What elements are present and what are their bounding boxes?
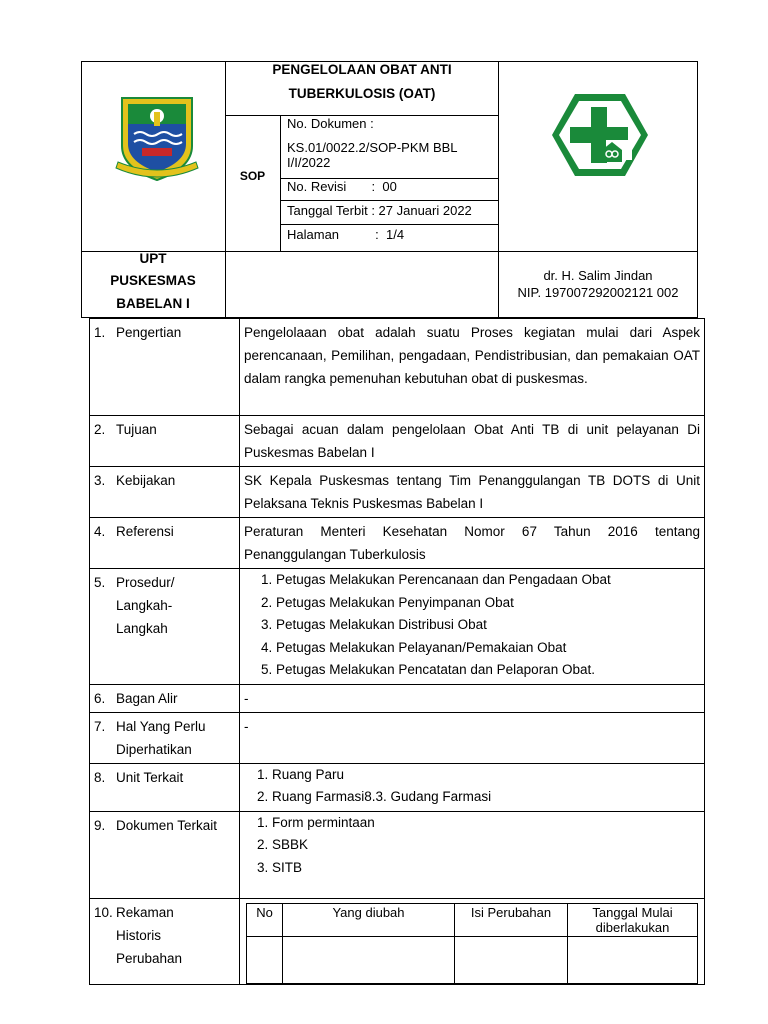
section-label: Hal Yang Perlu xyxy=(116,718,206,734)
tanggal-terbit: Tanggal Terbit : 27 Januari 2022 xyxy=(287,203,472,218)
document-item: 3. SITB xyxy=(272,857,700,880)
column-header: Yang diubah xyxy=(283,903,455,936)
section-label: Referensi xyxy=(116,524,174,539)
section-label: Diperhatikan xyxy=(116,741,192,757)
document-item: 2. SBBK xyxy=(272,834,700,857)
section-label: Bagan Alir xyxy=(116,690,178,706)
sop-body-table xyxy=(89,318,705,985)
section-content: Peraturan Menteri Kesehatan Nomor 67 Tahun 2016 tentang Penanggulangan Tuberkulosis xyxy=(240,518,705,569)
halaman: Halaman : 1/4 xyxy=(287,227,405,242)
section-label: Langkah- xyxy=(116,598,173,613)
section-number: 1. xyxy=(94,325,106,340)
revision-row xyxy=(247,936,698,983)
unit-item: 1. Ruang Paru xyxy=(272,764,700,787)
unit-list xyxy=(244,764,700,809)
section-number: 10. xyxy=(94,904,113,920)
section-label: Dokumen Terkait xyxy=(116,817,218,833)
section-label: Prosedur/ xyxy=(116,575,175,590)
document-title-line1: PENGELOLAAN OBAT ANTI xyxy=(272,62,452,77)
unit-item: 2. Ruang Farmasi8.3. Gudang Farmasi xyxy=(272,786,700,809)
section-label: Kebijakan xyxy=(116,473,176,488)
org-name-line1: UPT xyxy=(139,251,167,266)
sop-label: SOP xyxy=(239,169,266,183)
section-number: 3. xyxy=(94,473,106,488)
revision-header-row xyxy=(247,903,698,936)
section-number: 8. xyxy=(94,769,106,785)
no-dokumen-label: No. Dokumen : xyxy=(287,116,374,131)
revision-cell xyxy=(283,936,455,983)
section-label: Rekaman xyxy=(116,904,174,920)
revision-cell xyxy=(568,936,698,983)
signer-nip: NIP. 197007292002121 002 xyxy=(517,285,679,300)
section-kebijakan xyxy=(90,467,705,518)
procedure-step: 1. Petugas Melakukan Perencanaan dan Pengadaan Obat xyxy=(276,569,700,592)
section-bagan-alir xyxy=(90,684,705,712)
header-divider xyxy=(280,224,499,225)
no-revisi: No. Revisi : 00 xyxy=(287,179,397,194)
org-name-line2: PUSKESMAS xyxy=(110,273,196,288)
procedure-step: 4. Petugas Melakukan Pelayanan/Pemakaian Obat xyxy=(276,637,700,660)
column-header: Isi Perubahan xyxy=(455,903,568,936)
section-number: 5. xyxy=(94,575,106,590)
section-label: Tujuan xyxy=(116,422,157,437)
procedure-step: 3. Petugas Melakukan Distribusi Obat xyxy=(276,614,700,637)
section-content: - xyxy=(240,712,705,763)
puskesmas-logo xyxy=(550,92,650,178)
section-label: Perubahan xyxy=(116,950,183,966)
section-rekaman xyxy=(90,898,705,984)
signer-name: dr. H. Salim Jindan xyxy=(543,268,653,283)
section-pengertian xyxy=(90,319,705,416)
no-dokumen-value: KS.01/0022.2/SOP-PKM BBL xyxy=(287,140,458,155)
revision-cell xyxy=(247,936,283,983)
section-number: 4. xyxy=(94,524,106,539)
section-hal-perlu xyxy=(90,712,705,763)
column-header: No xyxy=(247,903,283,936)
section-label: Pengertian xyxy=(116,325,182,340)
section-unit-terkait xyxy=(90,763,705,811)
revision-cell xyxy=(455,936,568,983)
procedure-step: 2. Petugas Melakukan Penyimpanan Obat xyxy=(276,592,700,615)
section-number: 2. xyxy=(94,422,106,437)
section-number: 7. xyxy=(94,718,106,734)
section-number: 9. xyxy=(94,817,106,833)
document-title-line2: TUBERKULOSIS (OAT) xyxy=(288,86,436,101)
section-content: Pengelolaaan obat adalah suatu Proses kegiatan mulai dari Aspek perencanaan, Pemilihan, pengadaan, Pendistribusian, dan pemakaian OAT dalam rangka pemenuhan kebutuhan obat di puskesmas. xyxy=(240,319,705,416)
no-dokumen-value: I/I/2022 xyxy=(287,155,331,170)
header-divider xyxy=(280,115,281,251)
revision-history-table xyxy=(246,903,698,984)
section-label: Langkah xyxy=(116,621,168,636)
kabupaten-bekasi-emblem xyxy=(112,94,202,186)
section-content: - xyxy=(240,684,705,712)
org-name-line3: BABELAN I xyxy=(116,296,190,311)
section-label: Unit Terkait xyxy=(116,769,184,785)
section-content: Sebagai acuan dalam pengelolaan Obat Anti TB di unit pelayanan Di Puskesmas Babelan I xyxy=(240,416,705,467)
section-content: SK Kepala Puskesmas tentang Tim Penanggulangan TB DOTS di Unit Pelaksana Teknis Puskesmas Babelan I xyxy=(240,467,705,518)
section-referensi xyxy=(90,518,705,569)
section-prosedur xyxy=(90,569,705,685)
procedure-steps xyxy=(244,569,700,682)
section-label: Historis xyxy=(116,927,162,943)
document-item: 1. Form permintaan xyxy=(272,812,700,835)
document-list xyxy=(244,812,700,880)
section-number: 6. xyxy=(94,690,106,706)
column-header: Tanggal Mulai diberlakukan xyxy=(568,903,698,936)
section-dokumen-terkait xyxy=(90,811,705,898)
section-tujuan xyxy=(90,416,705,467)
procedure-step: 5. Petugas Melakukan Pencatatan dan Pelaporan Obat. xyxy=(276,659,700,682)
header-divider xyxy=(280,200,499,201)
